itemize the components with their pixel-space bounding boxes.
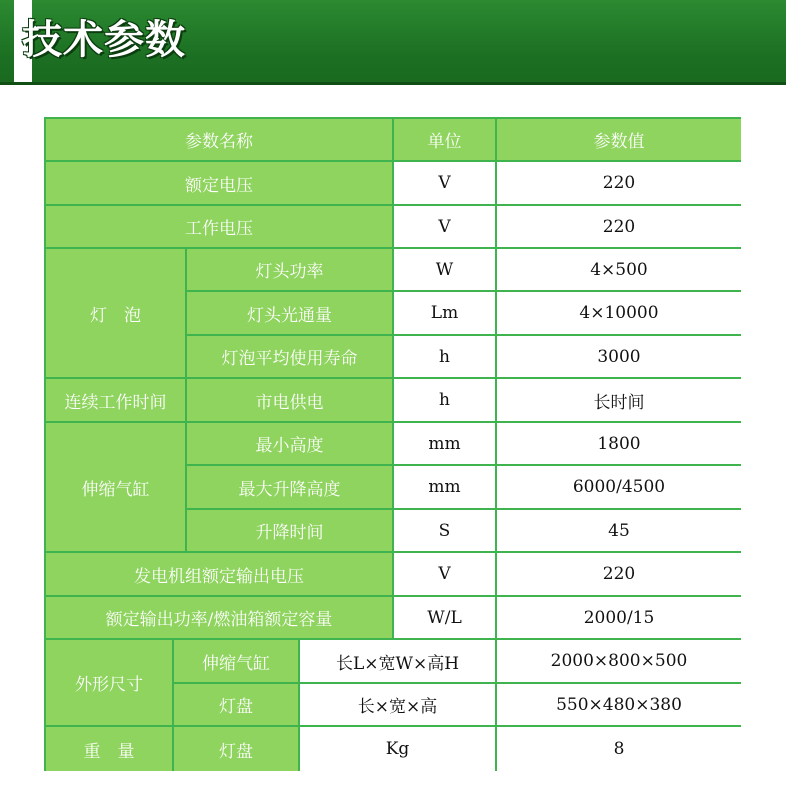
generator-voltage-value: 220 [497, 553, 741, 597]
max-height-label: 最大升降高度 [187, 466, 394, 510]
dim-lamp-value: 550×480×380 [497, 684, 741, 727]
header-param-name: 参数名称 [46, 119, 394, 162]
title-banner [0, 0, 786, 82]
bulb-flux-label: 灯头光通量 [187, 292, 394, 336]
cylinder-group-label: 伸缩气缸 [46, 423, 187, 553]
bulb-life-label: 灯泡平均使用寿命 [187, 336, 394, 379]
output-power-unit: W/L [394, 597, 497, 640]
mains-supply-value: 长时间 [497, 379, 741, 423]
page-title: 技术参数 [22, 17, 186, 63]
bulb-flux-unit: Lm [394, 292, 497, 336]
header-unit: 单位 [394, 119, 497, 162]
bulb-life-value: 3000 [497, 336, 741, 379]
max-height-unit: mm [394, 466, 497, 510]
dim-cylinder-value: 2000×800×500 [497, 640, 741, 684]
bulb-group-label: 灯 泡 [46, 249, 187, 379]
mains-supply-label: 市电供电 [187, 379, 394, 423]
bulb-power-value: 4×500 [497, 249, 741, 292]
mains-supply-unit: h [394, 379, 497, 423]
lift-time-value: 45 [497, 510, 741, 553]
dim-cylinder-label: 伸缩气缸 [174, 640, 300, 684]
rated-voltage-unit: V [394, 162, 497, 206]
lift-time-label: 升降时间 [187, 510, 394, 553]
dim-cylinder-unit: 长L×宽W×高H [300, 640, 497, 684]
weight-value: 8 [497, 727, 741, 771]
rated-voltage-value: 220 [497, 162, 741, 206]
continuous-group-label: 连续工作时间 [46, 379, 187, 423]
dim-lamp-label: 灯盘 [174, 684, 300, 727]
working-voltage-unit: V [394, 206, 497, 249]
min-height-value: 1800 [497, 423, 741, 466]
rated-voltage-label: 额定电压 [46, 162, 394, 206]
generator-voltage-label: 发电机组额定输出电压 [46, 553, 394, 597]
weight-group-label: 重 量 [46, 727, 174, 771]
generator-voltage-unit: V [394, 553, 497, 597]
bulb-power-label: 灯头功率 [187, 249, 394, 292]
banner-divider [0, 82, 786, 85]
weight-unit: Kg [300, 727, 497, 771]
output-power-value: 2000/15 [497, 597, 741, 640]
spec-table [44, 117, 741, 771]
dimensions-group-label: 外形尺寸 [46, 640, 174, 727]
bulb-life-unit: h [394, 336, 497, 379]
working-voltage-label: 工作电压 [46, 206, 394, 249]
lift-time-unit: S [394, 510, 497, 553]
dim-lamp-unit: 长×宽×高 [300, 684, 497, 727]
bulb-flux-value: 4×10000 [497, 292, 741, 336]
bulb-power-unit: W [394, 249, 497, 292]
max-height-value: 6000/4500 [497, 466, 741, 510]
weight-lamp-label: 灯盘 [174, 727, 300, 771]
min-height-label: 最小高度 [187, 423, 394, 466]
min-height-unit: mm [394, 423, 497, 466]
header-value: 参数值 [497, 119, 741, 162]
output-power-label: 额定输出功率/燃油箱额定容量 [46, 597, 394, 640]
working-voltage-value: 220 [497, 206, 741, 249]
